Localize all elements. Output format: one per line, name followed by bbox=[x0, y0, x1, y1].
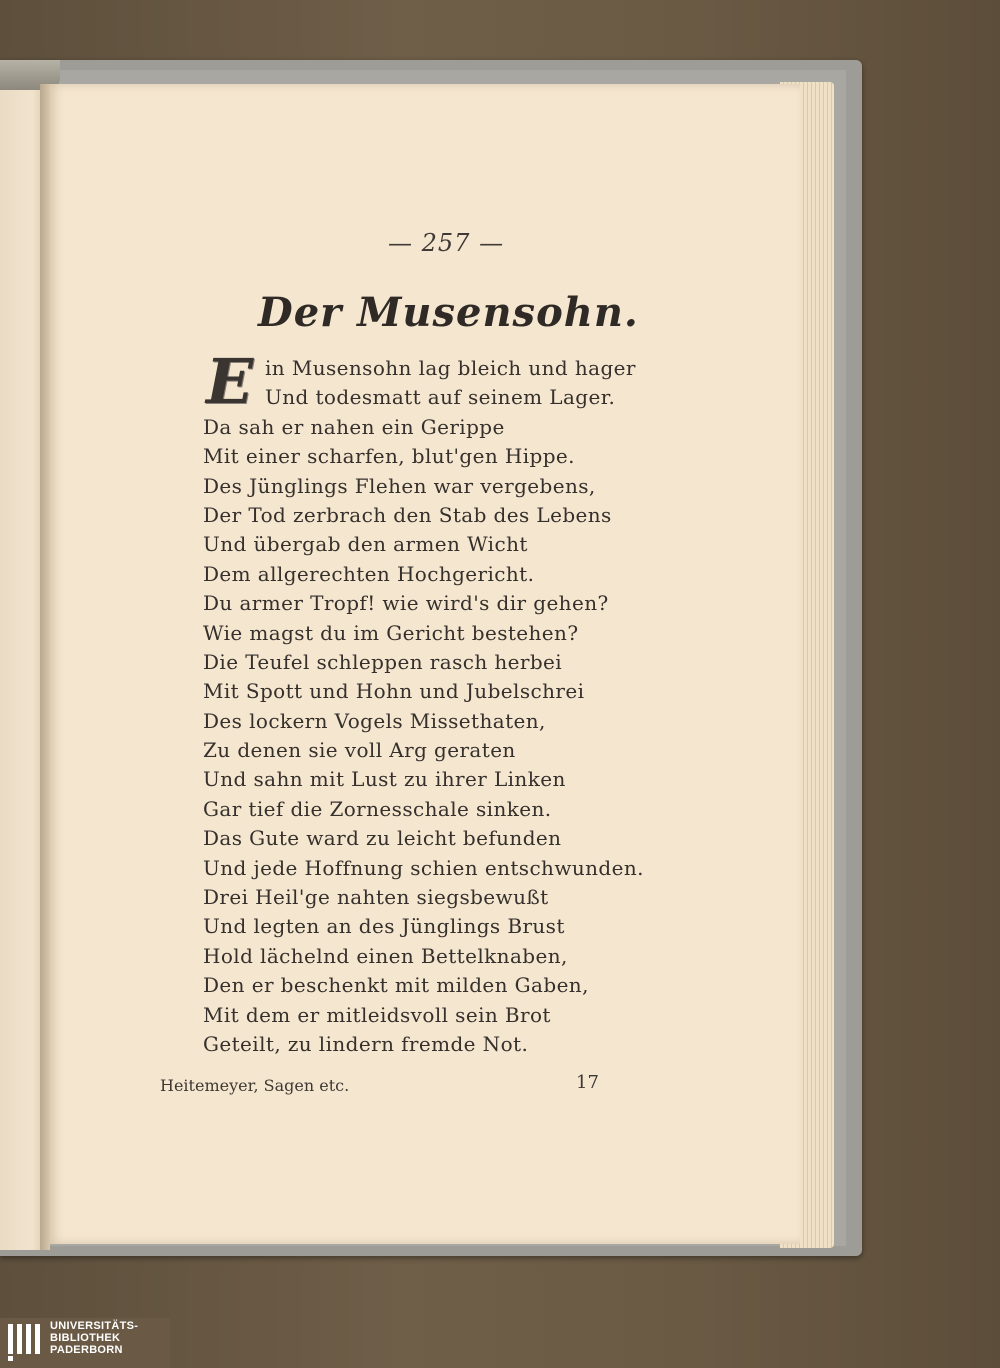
logo-line: PADERBORN bbox=[50, 1344, 123, 1356]
poem-title: Der Musensohn. bbox=[258, 289, 639, 336]
poem-line: Und jede Hoffnung schien entschwunden. bbox=[203, 855, 644, 880]
poem-line: Du armer Tropf! wie wird's dir gehen? bbox=[203, 591, 609, 616]
poem-line: Der Tod zerbrach den Stab des Lebens bbox=[203, 502, 612, 527]
poem-line: Die Teufel schleppen rasch herbei bbox=[203, 649, 563, 674]
page-number: — 257 — bbox=[388, 229, 505, 257]
library-logo-icon bbox=[8, 1322, 42, 1362]
poem-text bbox=[203, 354, 663, 1059]
poem-line: Wie magst du im Gericht bestehen? bbox=[203, 620, 579, 645]
book-gutter bbox=[40, 84, 50, 1250]
poem-line: Zu denen sie voll Arg geraten bbox=[203, 738, 516, 763]
poem-line: Und todesmatt auf seinem Lager. bbox=[265, 385, 616, 410]
drop-cap: E bbox=[206, 345, 254, 418]
logo-line: BIBLIOTHEK bbox=[50, 1332, 121, 1344]
poem-line: Des lockern Vogels Missethaten, bbox=[203, 708, 546, 733]
poem-line: Mit einer scharfen, blut'gen Hippe. bbox=[203, 444, 575, 469]
poem-line: Den er beschenkt mit milden Gaben, bbox=[203, 973, 589, 998]
poem-line: Und legten an des Jünglings Brust bbox=[203, 914, 565, 939]
logo-line: UNIVERSITÄTS- bbox=[50, 1320, 139, 1332]
library-logo-text bbox=[50, 1320, 138, 1356]
poem-line: Mit dem er mitleidsvoll sein Brot bbox=[203, 1002, 551, 1027]
poem-line: Und übergab den armen Wicht bbox=[203, 532, 528, 557]
poem-line: in Musensohn lag bleich und hager bbox=[265, 356, 636, 380]
poem-line: Des Jünglings Flehen war vergebens, bbox=[203, 473, 596, 498]
page-footer-source: Heitemeyer, Sagen etc. bbox=[160, 1076, 350, 1095]
poem-line: Da sah er nahen ein Gerippe bbox=[203, 414, 505, 439]
poem-line: Gar tief die Zornesschale sinken. bbox=[203, 796, 552, 821]
poem-line: Das Gute ward zu leicht befunden bbox=[203, 826, 562, 851]
poem-line: Und sahn mit Lust zu ihrer Linken bbox=[203, 767, 566, 792]
poem-line: Hold lächelnd einen Bettelknaben, bbox=[203, 943, 568, 968]
poem-line: Dem allgerechten Hochgericht. bbox=[203, 561, 535, 586]
poem-line: Mit Spott und Hohn und Jubelschrei bbox=[203, 679, 585, 704]
poem-line: Drei Heil'ge nahten siegsbewußt bbox=[203, 885, 549, 910]
library-logo bbox=[0, 1318, 170, 1368]
page-footer-signature: 17 bbox=[576, 1072, 599, 1093]
book-page bbox=[48, 84, 800, 1244]
poem-line: Geteilt, zu lindern fremde Not. bbox=[203, 1031, 529, 1056]
